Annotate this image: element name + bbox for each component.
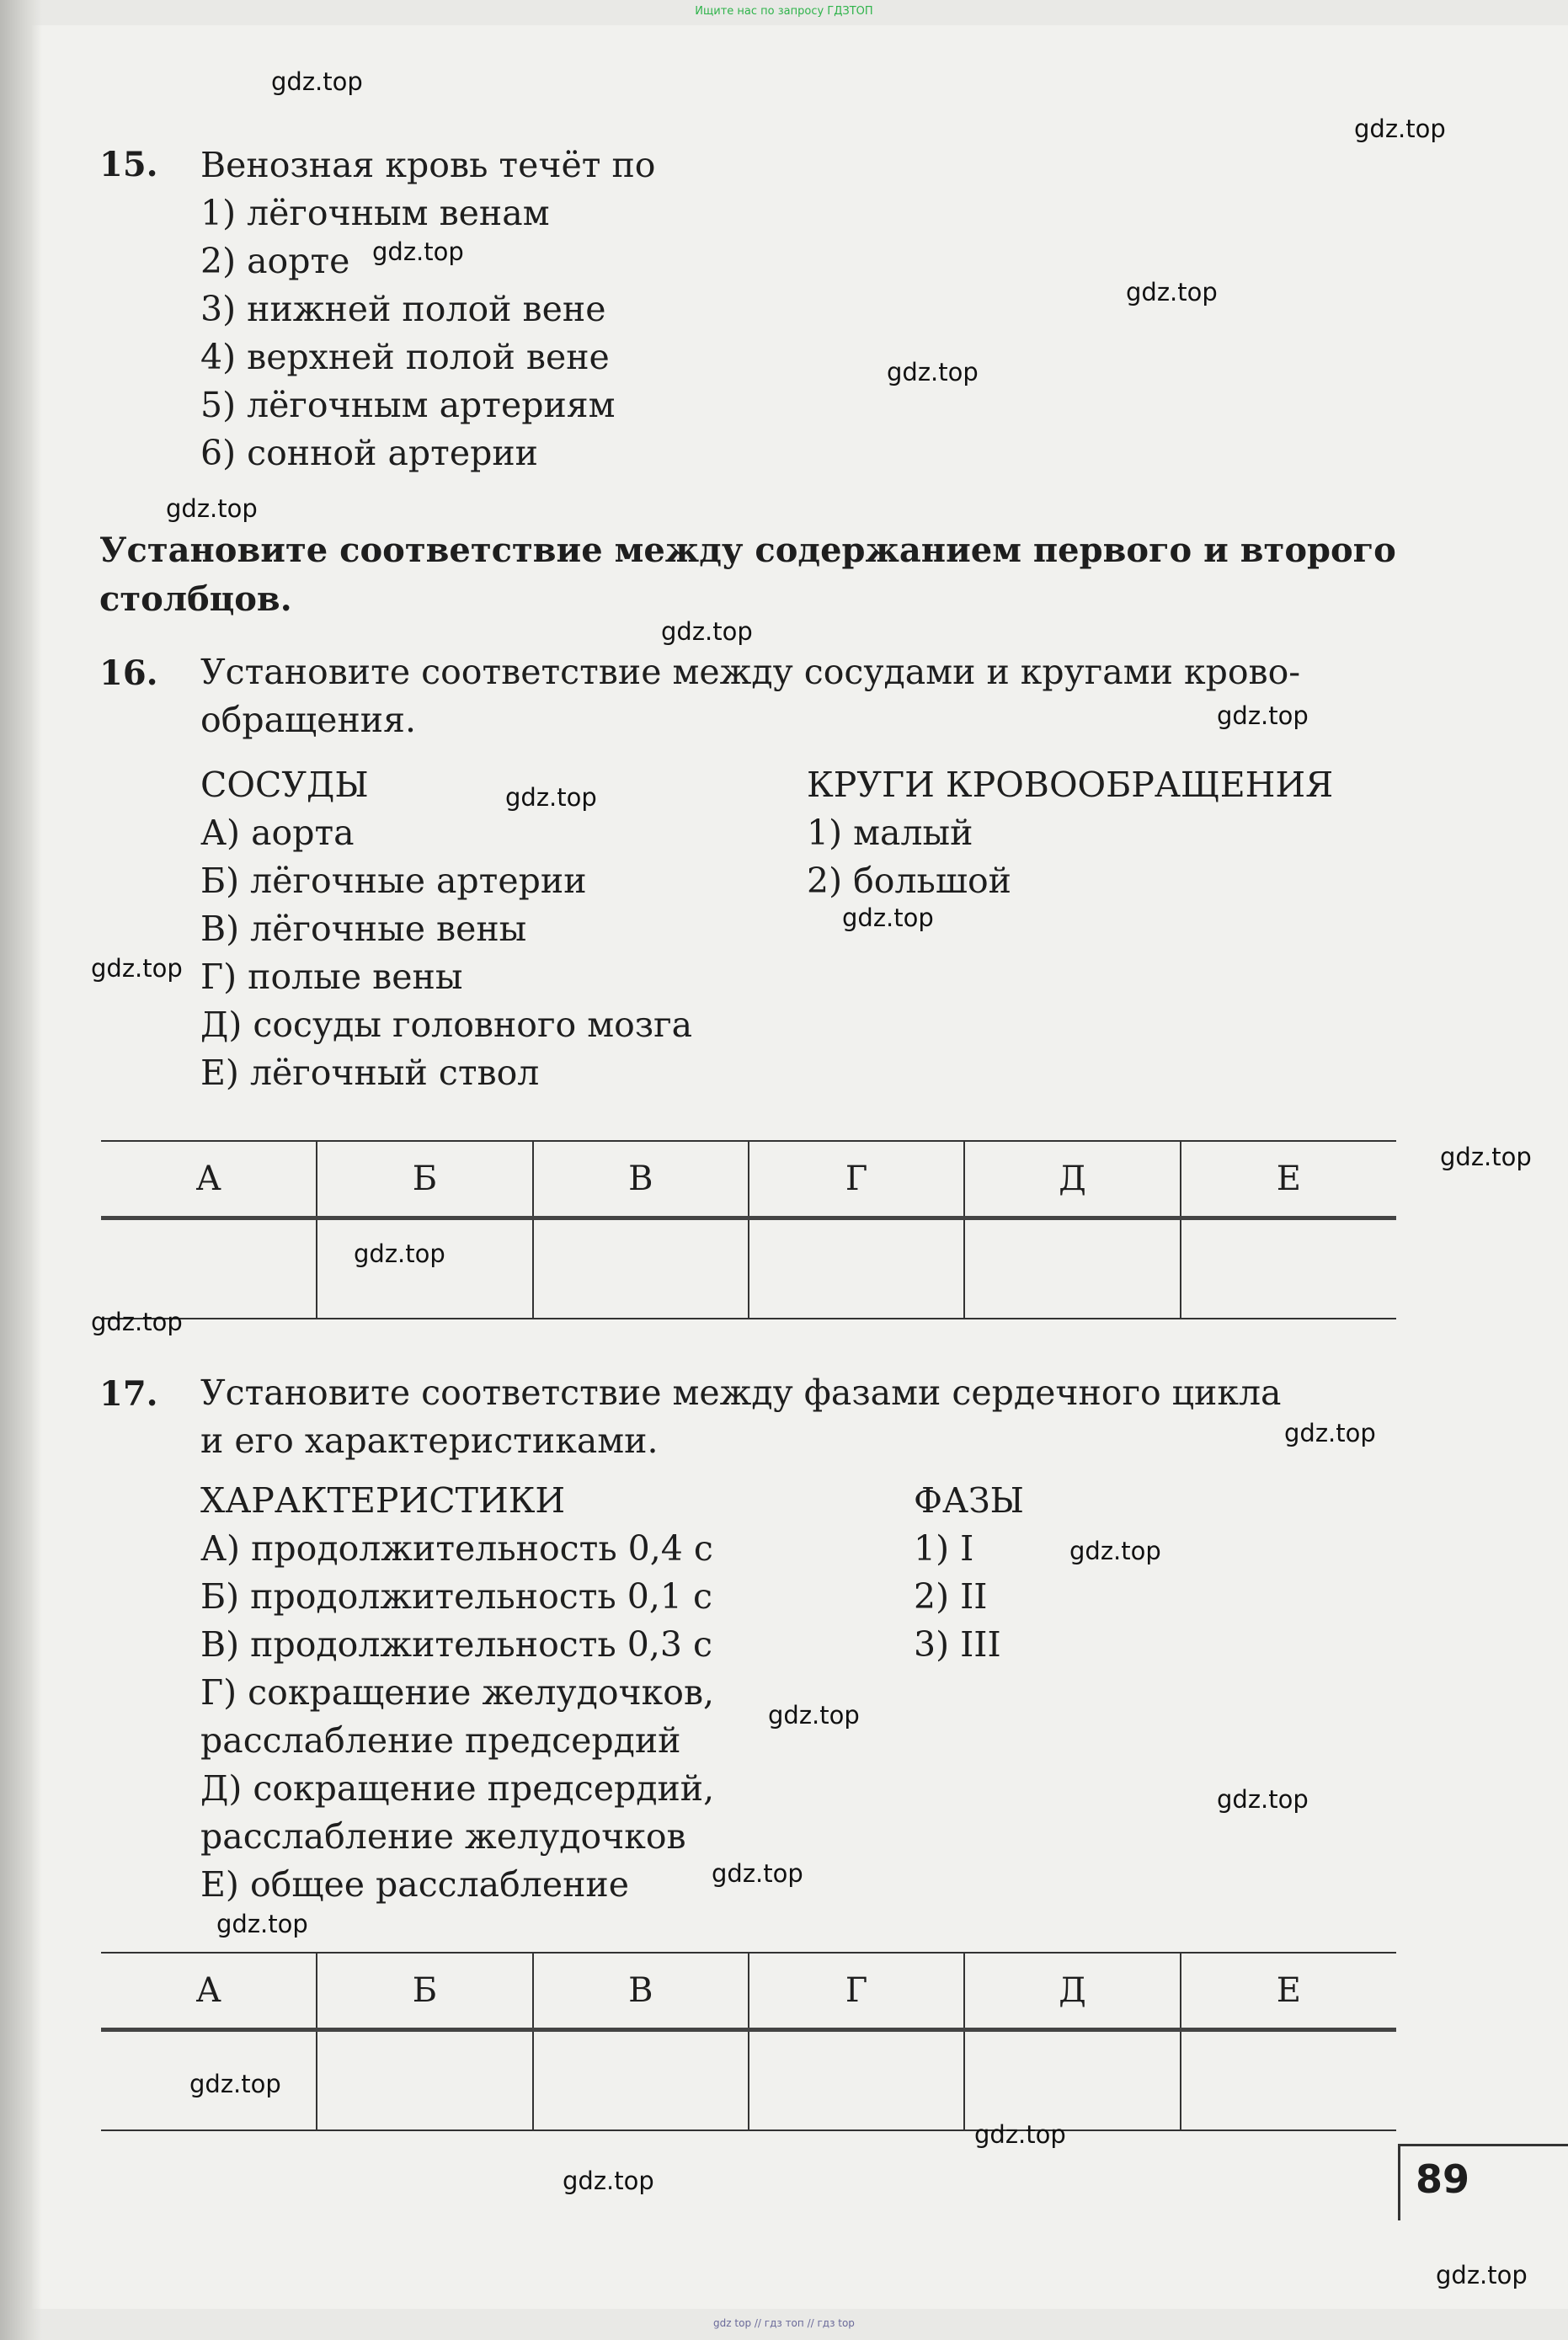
watermark: gdz.top [216, 1910, 308, 1938]
watermark: gdz.top [563, 2167, 654, 2195]
q17-left-item: расслабление желудочков [200, 1816, 686, 1857]
q17-answer-cell[interactable] [317, 2030, 532, 2131]
q17-answer-cell[interactable] [1181, 2030, 1396, 2131]
q16-answer-cell[interactable] [533, 1218, 749, 1319]
q17-left-item: Г) сокращение желудочков, [200, 1672, 715, 1713]
q16-answer-table [101, 1140, 1396, 1319]
bottom-banner[interactable]: gdz top // гдз топ // гдз top [713, 2317, 855, 2329]
q16-text: обращения. [200, 700, 416, 740]
q17-text: и его характеристиками. [200, 1421, 659, 1461]
q17-right-item: 1) I [914, 1528, 974, 1569]
watermark: gdz.top [1284, 1419, 1376, 1447]
watermark: gdz.top [91, 954, 183, 983]
q16-right-item: 1) малый [807, 813, 973, 853]
watermark: gdz.top [661, 617, 753, 646]
top-banner[interactable]: Ищите нас по запросу ГДЗТОП [695, 5, 873, 18]
watermark: gdz.top [1217, 701, 1309, 730]
q17-right-item: 3) III [914, 1624, 1001, 1665]
page-number-box [1398, 2144, 1568, 2220]
q17-header-g: Г [749, 1953, 964, 2030]
q17-answer-cell[interactable] [533, 2030, 749, 2131]
q17-header-b: Б [317, 1953, 532, 2030]
q16-header-e: Е [1181, 1141, 1396, 1218]
q17-text: Установите соответствие между фазами сердечного цикла [200, 1373, 1282, 1413]
watermark: gdz.top [1436, 2261, 1528, 2289]
q16-answer-cell[interactable] [964, 1218, 1180, 1319]
watermark: gdz.top [974, 2120, 1066, 2149]
q17-answer-table [101, 1952, 1396, 2131]
q15-option: 1) лёгочным венам [200, 193, 550, 233]
q16-header-a: А [101, 1141, 317, 1218]
instruction-line: Установите соответствие между содержанием первого и второго [99, 530, 1396, 570]
watermark: gdz.top [505, 783, 597, 812]
q17-answer-cell[interactable] [964, 2030, 1180, 2131]
q17-number: 17. [99, 1374, 158, 1414]
q15-option: 3) нижней полой вене [200, 289, 606, 329]
q16-text: Установите соответствие между сосудами и кругами крово- [200, 652, 1301, 692]
watermark: gdz.top [1069, 1537, 1161, 1565]
q16-header-d: Д [964, 1141, 1180, 1218]
q16-left-item: А) аорта [200, 813, 355, 853]
watermark: gdz.top [354, 1239, 445, 1268]
watermark: gdz.top [1217, 1785, 1309, 1814]
q16-left-item: Б) лёгочные артерии [200, 861, 587, 901]
q16-answer-cell[interactable] [317, 1218, 532, 1319]
watermark: gdz.top [1440, 1143, 1532, 1171]
q17-left-header: ХАРАКТЕРИСТИКИ [200, 1480, 566, 1521]
q16-answer-cell[interactable] [749, 1218, 964, 1319]
watermark: gdz.top [1354, 115, 1446, 143]
q17-header-d: Д [964, 1953, 1180, 2030]
q17-left-item: расслабление предсердий [200, 1720, 681, 1761]
watermark: gdz.top [887, 358, 979, 386]
watermark: gdz.top [166, 494, 258, 523]
q17-answer-cell[interactable] [749, 2030, 964, 2131]
watermark: gdz.top [271, 67, 363, 96]
watermark: gdz.top [768, 1701, 860, 1730]
q16-left-header: СОСУДЫ [200, 765, 369, 805]
page-number: 89 [1416, 2156, 1470, 2202]
q15-option: 6) сонной артерии [200, 433, 538, 473]
watermark: gdz.top [1126, 278, 1218, 306]
q17-right-item: 2) II [914, 1576, 988, 1617]
q16-answer-cell[interactable] [1181, 1218, 1396, 1319]
q15-option: 2) аорте [200, 241, 350, 281]
instruction-line: столбцов. [99, 579, 292, 619]
q16-left-item: Г) полые вены [200, 957, 463, 997]
q17-left-item: Д) сокращение предсердий, [200, 1768, 715, 1809]
q16-header-b: Б [317, 1141, 532, 1218]
q17-left-item: Е) общее расслабление [200, 1864, 630, 1905]
q17-left-item: В) продолжительность 0,3 с [200, 1624, 712, 1665]
q16-number: 16. [99, 653, 158, 693]
q17-header-v: В [533, 1953, 749, 2030]
q16-left-item: Е) лёгочный ствол [200, 1053, 540, 1093]
q17-header-e: Е [1181, 1953, 1396, 2030]
q17-right-header: ФАЗЫ [914, 1480, 1024, 1521]
watermark: gdz.top [372, 237, 464, 266]
q16-right-item: 2) большой [807, 861, 1011, 901]
q15-option: 4) верхней полой вене [200, 337, 610, 377]
watermark: gdz.top [842, 903, 934, 932]
watermark: gdz.top [91, 1308, 183, 1336]
q17-left-item: А) продолжительность 0,4 с [200, 1528, 713, 1569]
q16-right-header: КРУГИ КРОВООБРАЩЕНИЯ [807, 765, 1334, 805]
q15-number: 15. [99, 145, 158, 184]
q16-header-g: Г [749, 1141, 964, 1218]
q16-header-v: В [533, 1141, 749, 1218]
page-gutter-shadow [0, 0, 42, 2340]
q17-header-a: А [101, 1953, 317, 2030]
watermark: gdz.top [189, 2070, 281, 2098]
q16-left-item: Д) сосуды головного мозга [200, 1005, 693, 1045]
q16-answer-cell[interactable] [101, 1218, 317, 1319]
q15-text: Венозная кровь течёт по [200, 145, 656, 185]
watermark: gdz.top [712, 1859, 803, 1888]
q16-left-item: В) лёгочные вены [200, 909, 527, 949]
q15-option: 5) лёгочным артериям [200, 385, 616, 425]
q17-left-item: Б) продолжительность 0,1 с [200, 1576, 712, 1617]
